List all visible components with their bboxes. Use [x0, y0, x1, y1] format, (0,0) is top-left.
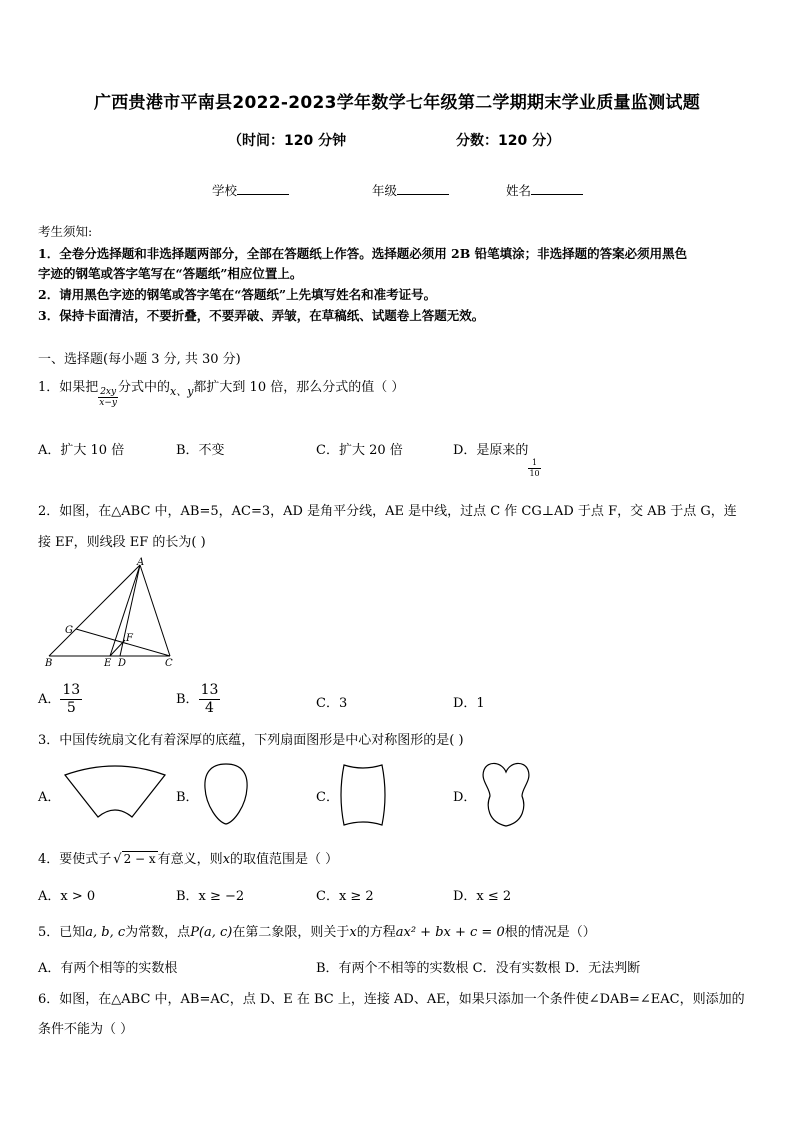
q2-option-b[interactable]: [176, 682, 220, 717]
q4-radicand: 2 − x: [123, 852, 156, 866]
q1-option-d-fraction: [528, 458, 540, 479]
fan-outline-b: [205, 764, 247, 824]
label-g: G: [65, 625, 73, 636]
time-limit: （时间：120 分钟: [228, 133, 347, 149]
q1-option-d-numerator: 1: [528, 458, 540, 469]
q1-vars: x、y: [170, 385, 194, 398]
q4-suffix: 的取值范围是（ ）: [230, 852, 339, 867]
label-e: E: [104, 658, 112, 669]
notice-heading: 考生须知:: [38, 224, 93, 239]
question-5: [38, 921, 596, 940]
q2-option-a-denominator: 5: [66, 700, 76, 716]
q5-options-b-c-d[interactable]: B．有两个不相等的实数根 C．没有实数根 D．无法判断: [316, 961, 641, 976]
q5-consts: a, b, c: [85, 925, 126, 940]
segment-ae: [110, 565, 140, 656]
label-f: F: [126, 633, 133, 644]
school-label: 学校: [212, 183, 238, 198]
q4-option-b[interactable]: B．x ≥ −2: [176, 889, 245, 904]
q5-equation: ax² + bx + c = 0: [395, 925, 505, 940]
q1-option-c[interactable]: C．扩大 20 倍: [316, 443, 403, 458]
q1-option-d[interactable]: [453, 439, 541, 479]
q1-option-d-denominator: 10: [529, 469, 540, 478]
q5-mid-2: 在第二象限，则关于: [232, 925, 350, 940]
label-a: A: [137, 557, 145, 568]
q2-option-a-numerator: 13: [62, 682, 81, 698]
name-label: 姓名: [506, 183, 532, 198]
name-field: [506, 181, 583, 199]
notice-item-1-line-1: 1．全卷分选择题和非选择题两部分，全部在答题纸上作答。选择题必须用 2B 铅笔填涂；非选择题的答案必须用黑色: [38, 246, 688, 261]
q3-fan-shape-c[interactable]: [338, 760, 388, 830]
question-4: [38, 848, 338, 867]
label-c: C: [165, 658, 173, 669]
school-field: [212, 181, 289, 199]
q5-prefix: 5．已知: [38, 925, 86, 940]
notice-item-3: 3．保持卡面清洁，不要折叠，不要弄破、弄皱，在草稿纸、试题卷上答题无效。: [38, 308, 485, 323]
q3-option-a-label[interactable]: A．: [38, 790, 61, 805]
grade-label: 年级: [372, 183, 398, 198]
q3-fan-shape-b[interactable]: [200, 760, 252, 828]
question-2-line-1: 2．如图，在△ABC 中，AB=5，AC=3，AD 是角平分线，AE 是中线，过点 C 作 CG⊥AD 于点 F，交 AB 于点 G，连: [38, 504, 737, 519]
label-b: B: [45, 658, 53, 669]
q3-fan-shape-a[interactable]: [60, 763, 170, 823]
q2-option-a[interactable]: [38, 682, 82, 717]
q1-mid: 分式中的: [117, 380, 170, 395]
notice-item-2: 2．请用黑色字迹的钢笔或答字笔在“答题纸”上先填写姓名和准考证号。: [38, 287, 437, 302]
grade-blank: [397, 182, 449, 195]
label-d: D: [118, 658, 127, 669]
q3-option-c-label[interactable]: C．: [316, 790, 339, 805]
q1-suffix: 都扩大到 10 倍，那么分式的值（ ）: [193, 380, 405, 395]
question-6-line-2: 条件不能为（ ）: [38, 1022, 134, 1037]
q4-prefix: 4．要使式子: [38, 852, 112, 867]
q1-option-b[interactable]: B．不变: [176, 443, 225, 458]
q5-mid-1: 为常数，点: [125, 925, 191, 940]
question-1: [38, 376, 404, 408]
school-blank: [237, 182, 289, 195]
section-heading: 一、选择题(每小题 3 分, 共 30 分): [38, 352, 241, 367]
q4-var: x: [222, 852, 231, 867]
q1-option-a[interactable]: A．扩大 10 倍: [38, 443, 125, 458]
q1-option-d-label: D．是原来的: [453, 443, 529, 458]
q2-option-a-label: A．: [38, 692, 61, 707]
q2-option-c[interactable]: C．3: [316, 696, 348, 711]
q1-fraction-denominator: x−y: [99, 398, 117, 408]
segment-ac: [140, 565, 170, 656]
q4-mid: 有意义，则: [157, 852, 223, 867]
q4-option-a[interactable]: A．x > 0: [38, 889, 96, 904]
q2-option-d[interactable]: D．1: [453, 696, 485, 711]
question-6-line-1: 6．如图，在△ABC 中，AB=AC，点 D、E 在 BC 上，连接 AD、AE，如果只添加一个条件使∠DAB=∠EAC，则添加的: [38, 992, 745, 1007]
fan-outline-a: [65, 766, 165, 817]
q5-point: P(a, c): [190, 925, 233, 940]
q5-var: x: [349, 925, 357, 940]
fan-outline-c: [341, 765, 385, 825]
question-2-line-2: 接 EF，则线段 EF 的长为( ): [38, 535, 206, 550]
q4-radical: √ 2 − x: [113, 852, 156, 867]
question-3: 3．中国传统扇文化有着深厚的底蕴，下列扇面图形是中心对称图形的是( ): [38, 733, 464, 748]
fan-outline-d: [483, 763, 529, 826]
q2-option-b-denominator: 4: [205, 700, 214, 716]
q3-fan-shape-d[interactable]: [476, 758, 536, 830]
q3-option-b-label[interactable]: B．: [176, 790, 199, 805]
page-title: 广西贵港市平南县2022-2023学年数学七年级第二学期期末学业质量监测试题: [93, 93, 701, 113]
name-blank: [531, 182, 583, 195]
q2-option-b-label: B．: [176, 692, 199, 707]
total-score: 分数：120 分）: [456, 133, 561, 149]
q5-mid-3: 的方程: [356, 925, 396, 940]
q2-option-b-fraction: [199, 682, 221, 717]
q1-fraction: [98, 387, 118, 408]
q1-prefix: 1．如果把: [38, 380, 99, 395]
q2-triangle-figure: [40, 556, 190, 672]
notice-item-1-line-2: 字迹的钢笔或答字笔写在“答题纸”相应位置上。: [38, 266, 303, 281]
q5-suffix: 根的情况是（）: [504, 925, 596, 940]
grade-field: [372, 181, 449, 199]
q1-fraction-numerator: 2xy: [100, 387, 117, 397]
q4-option-d[interactable]: D．x ≤ 2: [453, 889, 512, 904]
q5-option-a[interactable]: A．有两个相等的实数根: [38, 961, 178, 976]
q2-option-a-fraction: [60, 682, 82, 717]
q3-option-d-label[interactable]: D．: [453, 790, 477, 805]
q4-option-c[interactable]: C．x ≥ 2: [316, 889, 374, 904]
q2-option-b-numerator: 13: [200, 682, 219, 698]
